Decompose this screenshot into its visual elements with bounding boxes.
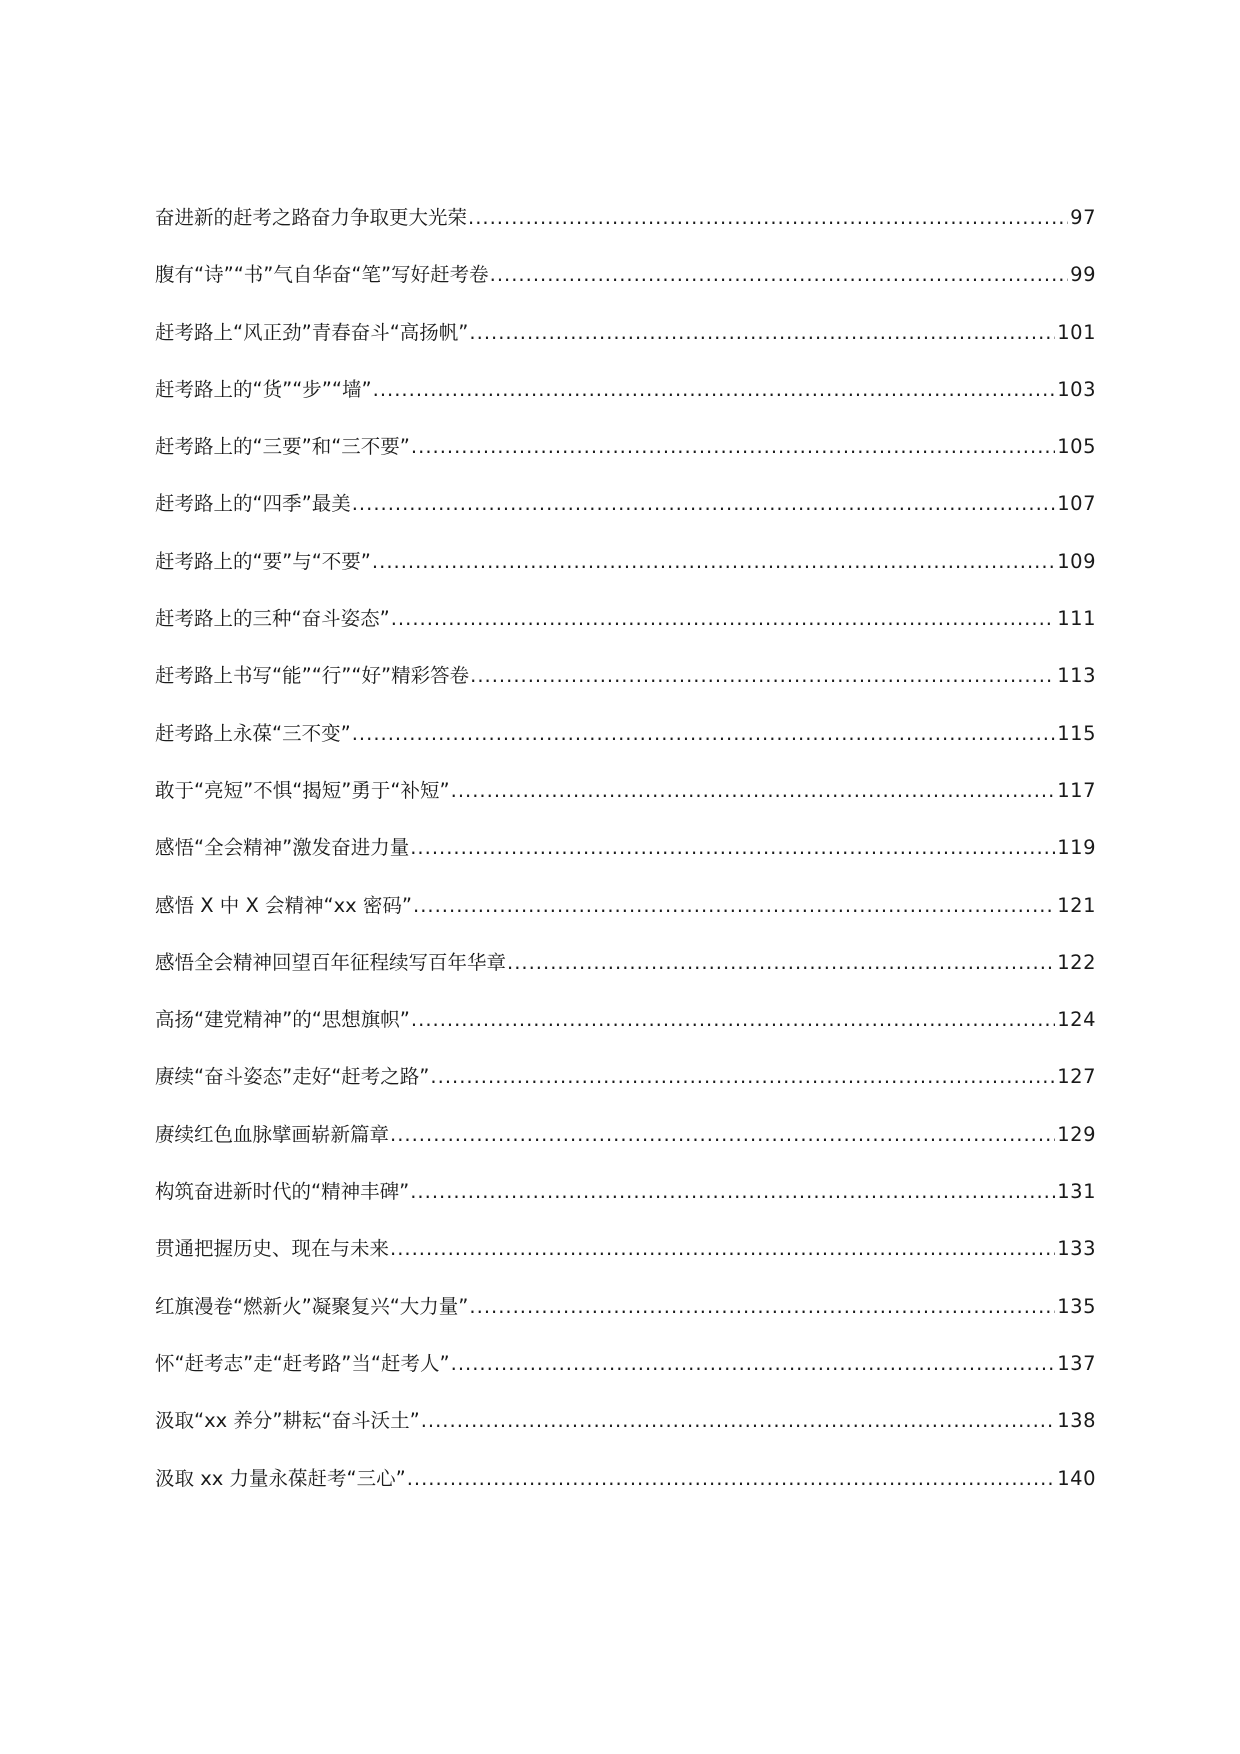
toc-dot-leader <box>451 781 1056 801</box>
toc-entry-title: 赶考路上的“三要”和“三不要” <box>155 435 410 459</box>
toc-dot-leader <box>390 1125 1055 1145</box>
toc-entry[interactable] <box>155 377 1096 437</box>
toc-entry[interactable] <box>155 1122 1096 1182</box>
toc-page-number: 137 <box>1057 1351 1096 1375</box>
toc-dot-leader <box>451 1354 1056 1374</box>
toc-page-number: 119 <box>1057 836 1096 860</box>
toc-entry-title: 腹有“诗”“书”气自华奋“笔”写好赶考卷 <box>155 263 489 287</box>
toc-entry-title: 赶考路上的“货”“步”“墙” <box>155 377 372 401</box>
toc-entry[interactable] <box>155 838 1096 895</box>
toc-dot-leader <box>421 1411 1056 1431</box>
toc-dot-leader <box>430 1067 1055 1087</box>
toc-entry-title: 汲取“xx 养分”耕耘“奋斗沃土” <box>155 1409 420 1433</box>
toc-entry-title: 感悟全会精神回望百年征程续写百年华章 <box>155 950 507 974</box>
toc-entry-title: 奋进新的赶考之路奋力争取更大光荣 <box>155 206 468 229</box>
toc-dot-leader <box>411 437 1055 457</box>
toc-dot-leader <box>391 609 1056 629</box>
toc-page-number: 124 <box>1057 1008 1096 1032</box>
toc-dot-leader <box>413 896 1055 916</box>
toc-entry-title: 赶考路上永葆“三不变” <box>155 721 351 745</box>
toc-entry-title: 赶考路上“风正劲”青春奋斗“高扬帆” <box>155 320 469 344</box>
toc-entry[interactable] <box>155 1239 1096 1296</box>
toc-page-number: 109 <box>1057 549 1096 573</box>
toc-entry[interactable] <box>155 1067 1096 1124</box>
toc-dot-leader <box>352 494 1056 514</box>
toc-dot-leader <box>352 724 1056 744</box>
toc-dot-leader <box>469 323 1055 343</box>
toc-dot-leader <box>372 552 1055 572</box>
toc-page-number: 138 <box>1057 1409 1096 1433</box>
toc-entry-title: 赓续“奋斗姿态”走好“赶考之路” <box>155 1065 430 1089</box>
toc-dot-leader <box>469 1297 1055 1317</box>
toc-page-number: 117 <box>1057 778 1096 802</box>
toc-dot-leader <box>490 265 1069 285</box>
toc-entry-title: 感悟 X 中 X 会精神“xx 密码” <box>155 893 412 917</box>
toc-entry[interactable] <box>155 1182 1096 1239</box>
toc-entry[interactable] <box>155 1294 1096 1354</box>
toc-entry-title: 赶考路上的“要”与“不要” <box>155 549 371 573</box>
toc-dot-leader <box>407 1469 1056 1489</box>
toc-page-number: 99 <box>1070 263 1096 287</box>
toc-page-number: 101 <box>1057 320 1096 344</box>
table-of-contents <box>155 208 1096 1526</box>
toc-page-number: 105 <box>1057 435 1096 459</box>
toc-page-number: 97 <box>1070 206 1096 229</box>
toc-dot-leader <box>373 380 1056 400</box>
toc-entry[interactable] <box>155 265 1096 322</box>
toc-page-number: 133 <box>1057 1237 1096 1261</box>
toc-dot-leader <box>470 666 1055 686</box>
toc-entry[interactable] <box>155 1010 1096 1067</box>
toc-entry[interactable] <box>155 549 1096 609</box>
toc-entry[interactable] <box>155 721 1096 781</box>
toc-dot-leader <box>411 1010 1055 1030</box>
toc-page-number: 135 <box>1057 1294 1096 1318</box>
toc-page-number: 103 <box>1057 377 1096 401</box>
toc-page-number: 129 <box>1057 1122 1096 1146</box>
toc-page-number: 107 <box>1057 492 1096 516</box>
toc-entry[interactable] <box>155 778 1096 838</box>
toc-entry[interactable] <box>155 320 1096 380</box>
toc-entry-title: 怀“赶考志”走“赶考路”当“赶考人” <box>155 1351 450 1375</box>
toc-entry-title: 高扬“建党精神”的“思想旗帜” <box>155 1008 410 1032</box>
toc-entry-title: 感悟“全会精神”激发奋进力量 <box>155 836 410 860</box>
toc-entry[interactable] <box>155 950 1096 1010</box>
toc-entry-title: 汲取 xx 力量永葆赶考“三心” <box>155 1466 406 1490</box>
toc-entry[interactable] <box>155 494 1096 551</box>
toc-page-number: 140 <box>1057 1466 1096 1490</box>
toc-page-number: 121 <box>1057 893 1096 917</box>
toc-entry[interactable] <box>155 1466 1096 1526</box>
toc-page-number: 127 <box>1057 1065 1096 1089</box>
toc-entry-title: 贯通把握历史、现在与未来 <box>155 1237 390 1261</box>
toc-page-number: 131 <box>1057 1180 1096 1204</box>
toc-entry[interactable] <box>155 437 1096 494</box>
toc-entry-title: 敢于“亮短”不惧“揭短”勇于“补短” <box>155 778 450 802</box>
toc-dot-leader <box>410 1182 1055 1202</box>
toc-entry[interactable] <box>155 208 1096 265</box>
toc-entry[interactable] <box>155 1351 1096 1411</box>
toc-entry-title: 红旗漫卷“燃新火”凝聚复兴“大力量” <box>155 1294 469 1318</box>
toc-entry[interactable] <box>155 893 1096 953</box>
toc-dot-leader <box>390 1239 1055 1259</box>
toc-dot-leader <box>468 208 1068 228</box>
toc-entry-title: 构筑奋进新时代的“精神丰碑” <box>155 1180 410 1204</box>
toc-page-number: 111 <box>1057 607 1096 631</box>
toc-page-number: 113 <box>1057 664 1096 688</box>
toc-entry[interactable] <box>155 1411 1096 1468</box>
toc-dot-leader <box>507 953 1055 973</box>
toc-entry[interactable] <box>155 609 1096 666</box>
toc-page-number: 115 <box>1057 721 1096 745</box>
toc-entry-title: 赶考路上书写“能”“行”“好”精彩答卷 <box>155 664 470 688</box>
toc-entry-title: 赶考路上的三种“奋斗姿态” <box>155 607 390 631</box>
toc-entry[interactable] <box>155 666 1096 723</box>
toc-entry-title: 赓续红色血脉擘画崭新篇章 <box>155 1122 390 1146</box>
toc-page-number: 122 <box>1057 950 1096 974</box>
toc-dot-leader <box>410 838 1055 858</box>
toc-entry-title: 赶考路上的“四季”最美 <box>155 492 351 516</box>
